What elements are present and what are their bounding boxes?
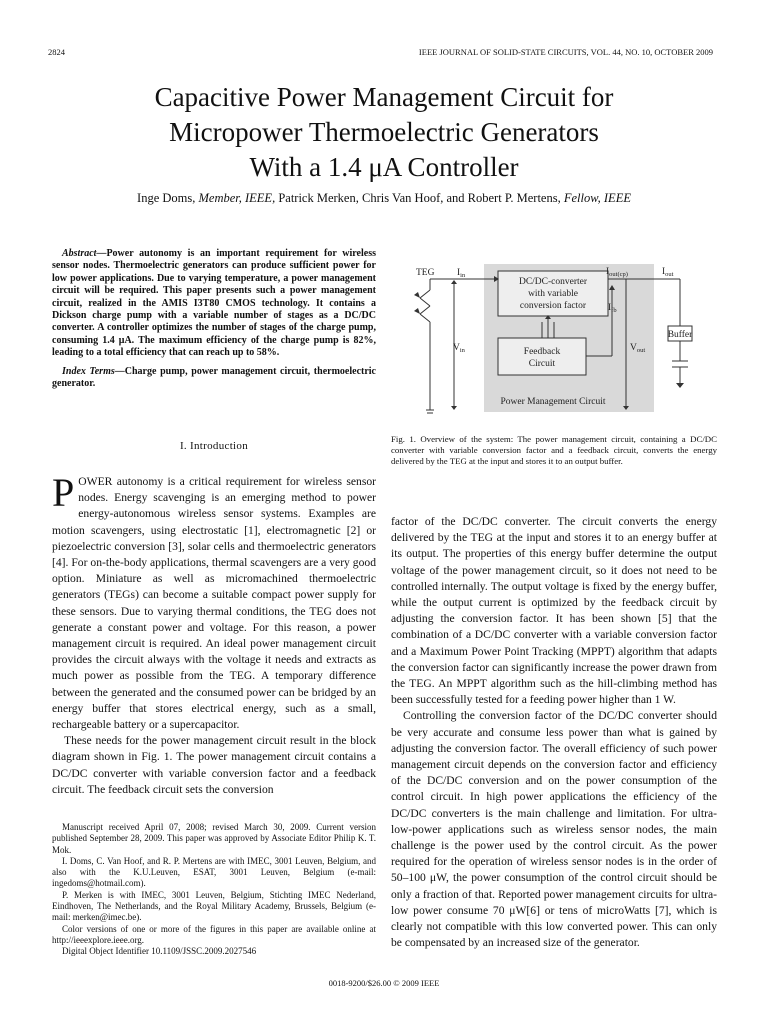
authors-and: and bbox=[446, 191, 465, 205]
author-3-name: Chris Van Hoof, bbox=[361, 191, 444, 205]
section-heading-introduction: I. Introduction bbox=[179, 440, 249, 452]
iout-cp-main: I bbox=[606, 267, 610, 277]
buffer-label: Buffer bbox=[667, 330, 693, 340]
column-2-paragraph-1: factor of the DC/DC converter. The circuit converts the energy delivered by the TEG at the input and stores it to an energy buffer at its output. The properties of this energy buffer determine the output voltage of the power management circuit, so it does not need to be controlled internally. The output voltage is fixed by the energy buffer, while the output current is optimized by the feedback circuit by adjusting the conversion factor. It has been shown [5] that the combination of a DC/DC converter with a variable conversion factor and a Maximum Power Point Tracking (MPPT) algorithm that adapts the conversion factor can significantly increase the power drawn from the TEG. An MPPT algorithm such as the hill-climbing method has been successfully tested for a feeding power higher than 1 W. bbox=[391, 515, 717, 707]
vout-sub: out bbox=[636, 347, 646, 354]
author-4-role: Fellow, IEEE bbox=[563, 191, 631, 205]
author-1-name: Inge Doms, bbox=[137, 191, 196, 205]
figure-1-diagram bbox=[400, 258, 700, 418]
footnote-affiliation-2: P. Merken is with IMEC, 3001 Leuven, Belgium, Stichting IMEC Nederland, Eindhoven, The Netherlands, and the Royal Military Academy, Brussels, Belgium (e-mail: merken@imec.be). bbox=[52, 889, 376, 923]
pmc-label: Power Management Circuit bbox=[500, 397, 606, 407]
title-line-3: With a 1.4 μA Controller bbox=[249, 152, 519, 182]
footnote-affiliation-1: I. Doms, C. Van Hoof, and R. P. Mertens are with IMEC, 3001 Leuven, Belgium, and also with the K.U.Leuven, ESAT, 3001 Leuven, Belgium (e-mail: ingedoms@hotmail.com). bbox=[52, 855, 376, 889]
page-footer: 0018-9200/$26.00 © 2009 IEEE bbox=[328, 978, 440, 988]
author-list bbox=[40, 191, 728, 206]
figure-1-caption: Fig. 1. Overview of the system: The power management circuit, containing a DC/DC converter with variable conversion factor and a feedback circuit, converts the energy delivered by the TEG at the input and stores it to an output buffer. bbox=[391, 434, 717, 466]
intro-paragraph-1: OWER autonomy is a critical requirement for wireless sensor nodes. Energy scavenging is an emerging method to power energy-autonomous wireless sensor systems. Examples are motion scavengers, using electrostatic [1], electromagnetic [2] or piezoelectric conversion [3], solar cells and thermoelectric generators [4]. For on-the-body applications, thermal scavengers are a very good option. Miniature as well as micromachined thermoelectric generators (TEGs) can become a suitable compact power supply for these sensors. Due to varying thermal conditions, the TEG does not generate a constant power and voltage. For this reason, a power management circuit is required. An ideal power management circuit provides the circuit always with the voltage it needs and extracts as much power as possible from the TEG. A temporary difference between the generated and the consumed power can be bridged by an energy buffer that stores electrical energy, such as a small, rechargeable battery or a supercapacitor. bbox=[52, 475, 376, 732]
dcdc-label-2: with variable bbox=[528, 289, 578, 299]
footnote-doi: Digital Object Identifier 10.1109/JSSC.2009.2027546 bbox=[62, 946, 257, 957]
index-terms-text: Charge pump, power management circuit, thermoelectric generator. bbox=[52, 365, 376, 390]
author-4-name: Robert P. Mertens, bbox=[467, 191, 561, 205]
column-2-body bbox=[391, 514, 717, 951]
vin-sub: in bbox=[459, 347, 465, 354]
paper-title bbox=[40, 80, 728, 185]
index-terms-label: Index Terms— bbox=[62, 365, 125, 377]
column-2-paragraph-2: Controlling the conversion factor of the DC/DC converter should be very accurate and consume less power than what is gained by adjusting the conversion factor. The overall efficiency of such power management circuit depends on the conversion factor and efficiency of the DC/DC conversion and on the power consumption of the control circuit. In high power applications the efficiency of the DC/DC converters is the main challenge and limitation. For ultra-low-power applications such as wireless sensor nodes, the main challenge is the power used by the control circuit. As the power required for the operation of wireless sensor nodes is in the order of 50–100 μW, the power consumption of the control circuit should be only a fraction of that. Reported power management circuits for ultra-low power consume 70 μW[6] or tens of microWatts [7], which is clearly not compatible with this low converted power. This can only be compensated by an increased size of the generator. bbox=[391, 709, 717, 950]
iout-main: I bbox=[662, 267, 666, 277]
iin-sub: in bbox=[460, 272, 466, 279]
vin-label bbox=[453, 343, 466, 354]
vout-main: V bbox=[630, 343, 637, 353]
page-number: 2824 bbox=[48, 47, 65, 57]
drop-cap: P bbox=[52, 470, 75, 515]
journal-header: IEEE JOURNAL OF SOLID-STATE CIRCUITS, VOL. 44, NO. 10, OCTOBER 2009 bbox=[418, 47, 713, 57]
iin-label bbox=[457, 268, 466, 279]
dcdc-label-1: DC/DC-converter bbox=[518, 277, 588, 287]
footnote-manuscript: Manuscript received April 07, 2008; revised March 30, 2009. Current version published September 28, 2009. This paper was approved by Associate Editor Philip K. T. Mok. bbox=[52, 822, 376, 855]
vin-main: V bbox=[453, 343, 460, 353]
abstract-text: Power autonomy is an important requirement for wireless sensor nodes. Thermoelectric generators can produce sufficient power for low power applications. Due to varying temperature, a power management circuit will be required. This paper presents such a power management circuit, realized in the AMIS I3T80 CMOS technology. It contains a Dickson charge pump with a variable number of stages as a DC/DC converter. A controller optimizes the number of stages of the charge pump, consuming 1.4 μA. The maximum efficiency of the charge pump is 82%, leading to a total efficiency that can reach up to 58%. bbox=[52, 248, 376, 359]
dcdc-label-3: conversion factor bbox=[519, 301, 587, 311]
iout-sub: out bbox=[665, 271, 674, 278]
author-2-name: Patrick Merken, bbox=[278, 191, 359, 205]
ifb-main: I bbox=[608, 303, 612, 313]
title-line-1: Capacitive Power Management Circuit for bbox=[154, 82, 614, 112]
abstract bbox=[52, 248, 376, 396]
abstract-label: Abstract— bbox=[62, 248, 107, 259]
footnote-color-versions: Color versions of one or more of the figures in this paper are available online at http://ieeexplore.ieee.org. bbox=[52, 923, 376, 945]
column-1-body bbox=[52, 470, 376, 798]
feedback-label-1: Feedback bbox=[523, 347, 561, 357]
iout-label bbox=[662, 267, 674, 278]
ifb-sub: fb bbox=[611, 307, 617, 314]
feedback-label-2: Circuit bbox=[528, 359, 556, 369]
footnotes bbox=[52, 822, 376, 958]
title-line-2: Micropower Thermoelectric Generators bbox=[169, 117, 599, 147]
teg-label: TEG bbox=[416, 268, 435, 278]
iout-cp-sub: out(cp) bbox=[609, 271, 628, 278]
intro-paragraph-2: These needs for the power management circuit result in the block diagram shown in Fig. 1. The power management circuit contains a DC/DC converter with variable conversion factor and a feedback circuit. The feedback circuit sets the conversion bbox=[52, 734, 376, 796]
iin-main: I bbox=[457, 268, 461, 278]
author-1-role: Member, IEEE, bbox=[198, 191, 276, 205]
